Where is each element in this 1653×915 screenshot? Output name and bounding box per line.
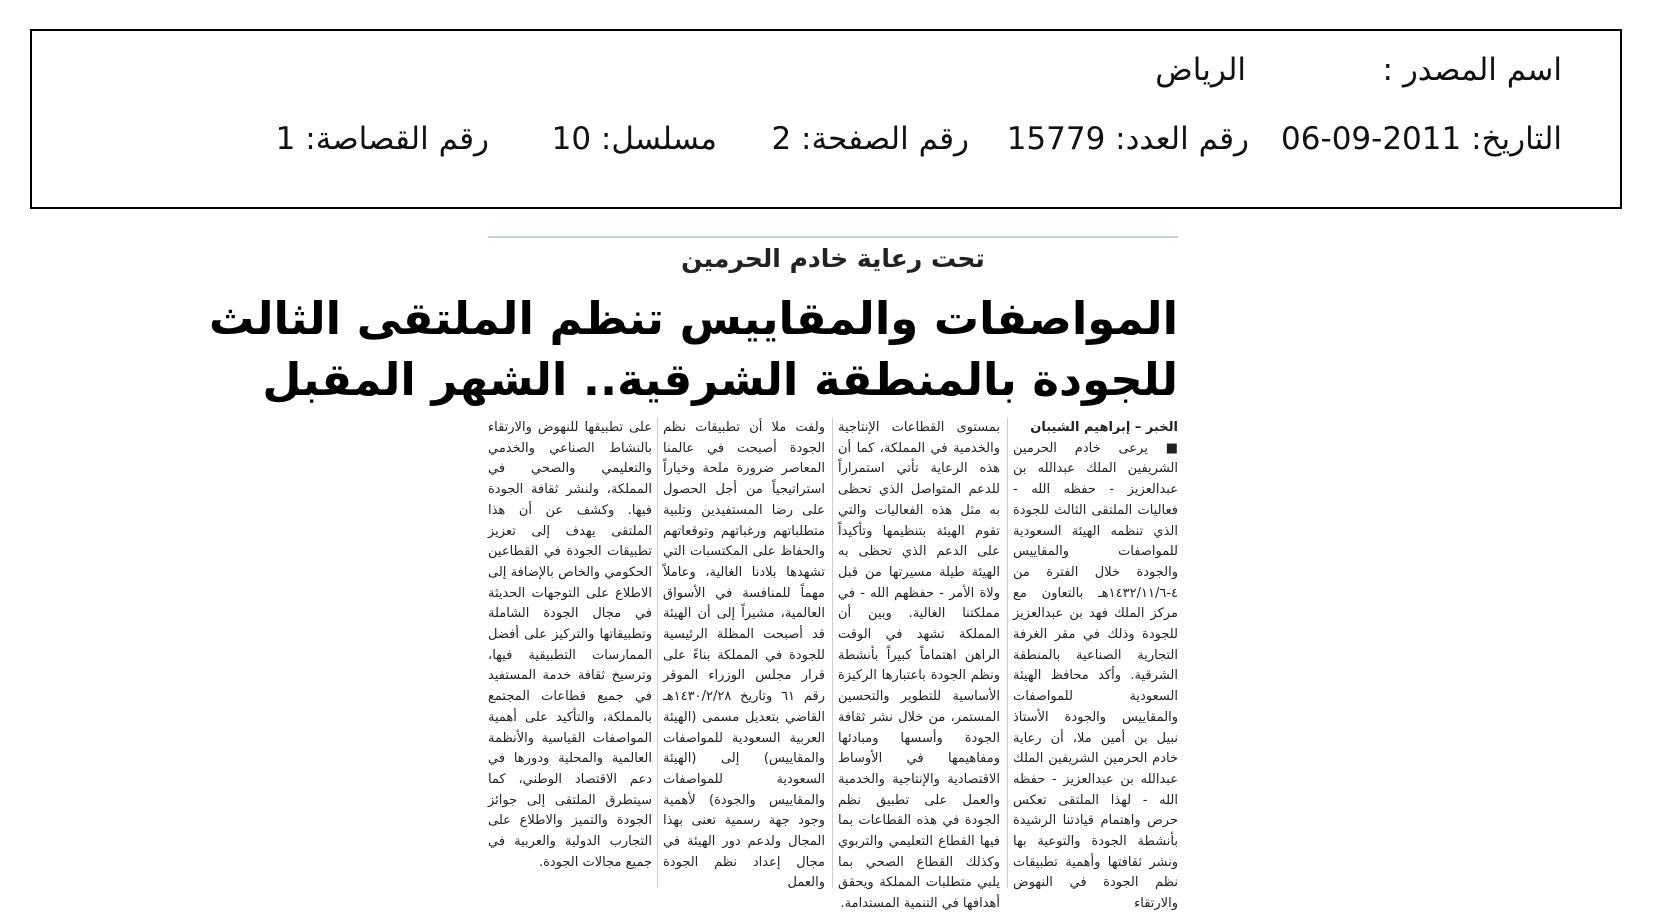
article-column-2 [838,418,1000,912]
source-value: الرياض [1155,52,1246,88]
column-2-text: بمستوى القطاعات الإنتاجية والخدمية في المملكة، كما أن هذه الرعاية تأتي استمراراً للدعم المتواصل الذي تحظى به مثل هذه الفعاليات والتي تقوم الهيئة بتنظيمها وتأكيداً على الدعم الذي تحظى به الهيئة طيلة مسيرتها من قبل ولاة الأمر - حفظهم الله - في مملكتنا الغالية. وبين أن المملكة تشهد في الوقت الراهن اهتماماً كبيراً بأنشطة ونظم الجودة باعتبارها الركيزة الأساسية للتطوير والتحسين المستمر، من خلال نشر ثقافة الجودة وأسسها ومبادئها ومفاهيمها في الأوساط الاقتصادية والإنتاجية والخدمية والعمل على تطبيق نظم الجودة في هذه القطاعات بما فيها القطاع التعليمي والتربوي وكذلك القطاع الصحي بما يلبي متطلبات المملكة ويحقق أهدافها في التنمية المستدامة. [838,420,1000,912]
article-headline-line2: للجودة بالمنطقة الشرقية.. الشهر المقبل [262,353,1178,406]
column-divider [1007,418,1008,888]
column-3-text: ولفت ملا أن تطبيقات نظم الجودة أصبحت في عالمنا المعاصر ضرورة ملحة وخياراً استراتيجياً من أجل الحصول على رضا المستفيدين وتلبية متطلباتهم ورغباتهم وتوقعاتهم والحفاظ على المكتسبات التي تشهدها بلادنا الغالية، وعاملاً مهماً للمنافسة في الأسواق العالمية، مشيراً إلى أن الهيئة قد أصبحت المظلة الرئيسية للجودة في المملكة بناءً على قرار مجلس الوزراء الموقر رقم ٦١ وتاريخ ١٤٣٠/٢/٢٨هـ القاضي بتعديل مسمى (الهيئة العربية السعودية للمواصفات والمقاييس) إلى (الهيئة السعودية للمواصفات والمقاييس والجودة) لأهمية وجود جهة رسمية تعنى بهذا المجال ولدعم دور الهيئة في مجال إعداد نظم الجودة والعمل [663,420,825,891]
page-number-field: رقم الصفحة: 2 [771,121,969,157]
clip-number-field: رقم القصاصة: 1 [275,121,489,157]
column-1-text: ■ يرعى خادم الحرمين الشريفين الملك عبدالله بن عبدالعزيز - حفظه الله - فعاليات الملتقى الثالث للجودة الذي تنظمه الهيئة السعودية للمواصفات والمقاييس والجودة خلال الفترة من ٤-١٤٣٢/١١/٦هـ بالتعاون مع مركز الملك فهد بن عبدالعزيز للجودة وذلك في مقر الغرفة التجارية الصناعية بالمنطقة الشرقية. وأكد محافظ الهيئة السعودية للمواصفات والمقاييس والجودة الأستاذ نبيل بن أمين ملا، أن رعاية خادم الحرمين الشريفين الملك عبدالله بن عبدالعزيز - حفظه الله - لهذا الملتقى تعكس حرص واهتمام قيادتنا الرشيدة بأنشطة الجودة والتوعية بها ونشر ثقافتها وأهمية تطبيقات نظم الجودة في النهوض والارتقاء [1013,440,1178,912]
source-label: اسم المصدر : [1382,52,1562,88]
article-column-4 [488,418,652,896]
article-headline-line1: المواصفات والمقاييس تنظم الملتقى الثالث [208,292,1178,345]
column-divider [832,418,833,888]
clipping-header-box [30,29,1622,209]
newspaper-clipping [208,236,1178,912]
article-column-1 [1013,418,1178,912]
date-field: التاريخ: 2011-09-06 [1281,121,1562,157]
article-byline: الخبر – إبراهيم الشيبان [1030,420,1178,435]
article-kicker: تحت رعاية خادم الحرمين [681,244,985,273]
issue-number-field: رقم العدد: 15779 [1006,121,1249,157]
clipping-top-rule [488,236,1178,238]
serial-field: مسلسل: 10 [551,121,717,157]
column-divider [657,418,658,888]
column-4-text: على تطبيقها للنهوض والارتقاء بالنشاط الصناعي والخدمي والتعليمي والصحي في المملكة، ولنشر ثقافة الجودة فيها. وكشف عن أن هذا الملتقى يهدف إلى تعزيز تطبيقات الجودة في القطاعين الحكومي والخاص بالإضافة إلى الاطلاع على التوجهات الحديثة في مجال الجودة الشاملة وتطبيقاتها والتركيز على أفضل الممارسات التطبيقية فيها، وترسيخ ثقافة خدمة المستفيد في جميع قطاعات المجتمع بالمملكة، والتأكيد على أهمية المواصفات القياسية والأنظمة العالمية والمحلية ودورها في دعم الاقتصاد الوطني، كما سيتطرق الملتقى إلى جوائز الجودة والتميز والاطلاع على التجارب الدولية والعربية في جميع مجالات الجودة. [488,420,652,870]
article-column-3 [663,418,825,896]
